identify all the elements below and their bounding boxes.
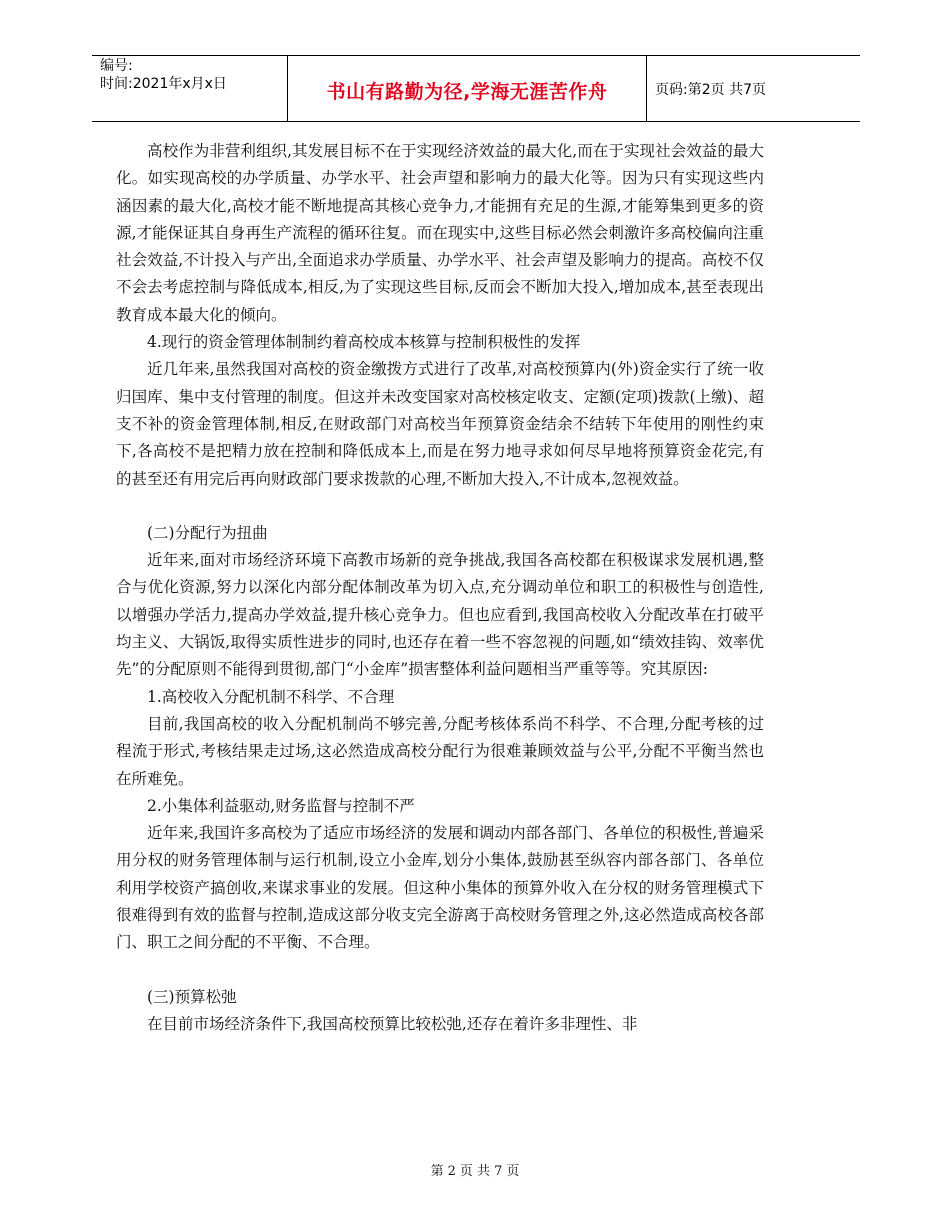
- section-heading-distribution: (二)分配行为扭曲: [147, 523, 268, 542]
- header-meta: [100, 57, 227, 93]
- page-header: [92, 55, 860, 121]
- paragraph-small-group-interest: 近年来,我国许多高校为了适应市场经济的发展和调动内部各部门、各单位的积极性,普遍采用分权的财务管理体制与运行机制,设立小金库,划分小集体,鼓励甚至纵容内部各部门、各单位利用学校资产搞创收,来谋求事业的发展。但这种小集体的预算外收入在分权的财务管理模式下很难得到有效的监督与控制,造成这部分收支完全游离于高校财务管理之外,这必然造成高校各部门、职工之间分配的不平衡、不合理。: [116, 824, 764, 952]
- document-body: [116, 138, 764, 1038]
- paragraph-distribution-mechanism: 目前,我国高校的收入分配机制尚不够完善,分配考核体系尚不科学、不合理,分配考核的过程流于形式,考核结果走过场,这必然造成高校分配行为很难兼顾效益与公平,分配不平衡当然也在所难免。: [116, 714, 764, 788]
- page-footer: [0, 1160, 950, 1179]
- section-heading-budget-slack: (三)预算松弛: [147, 987, 237, 1006]
- motto-text: 书山有路勤为径,学海无涯苦作舟: [326, 81, 608, 103]
- footer-suffix: 页: [506, 1164, 520, 1179]
- section-spacer: [116, 957, 764, 984]
- subheading-small-group-interest: 2.小集体利益驱动,财务监督与控制不严: [147, 796, 415, 815]
- paragraph-fund-management: 近几年来,虽然我国对高校的资金缴拨方式进行了改革,对高校预算内(外)资金实行了统一收归国库、集中支付管理的制度。但这并未改变国家对高校核定收支、定额(定项)拨款(上缴)、超支不补的资金管理体制,相反,在财政部门对高校当年预算资金结余不结转下年使用的刚性约束下,各高校不是把精力放在控制和降低成本上,而是在努力地寻求如何尽早地将预算资金花完,有的甚至还有用完后再向财政部门要求拨款的心理,不断加大投入,不计成本,忽视效益。: [116, 360, 764, 488]
- footer-current-page: 2: [447, 1164, 456, 1179]
- paragraph-nonprofit-goal: 高校作为非营利组织,其发展目标不在于实现经济效益的最大化,而在于实现社会效益的最大化。如实现高校的办学质量、办学水平、社会声望和影响力的最大化等。因为只有实现这些内涵因素的最大化,高校才能不断地提高其核心竞争力,才能拥有充足的生源,才能筹集到更多的资源,才能保证其自身再生产流程的循环往复。而在现实中,这些目标必然会刺激许多高校偏向注重社会效益,不计投入与产出,全面追求办学质量、办学水平、社会声望及影响力的提高。高校不仅不会去考虑控制与降低成本,相反,为了实现这些目标,反而会不断加大投入,增加成本,甚至表现出教育成本最大化的倾向。: [116, 142, 764, 324]
- number-label: 编号:: [100, 58, 133, 74]
- header-bottom-rule: [92, 121, 860, 122]
- footer-total-pages: 7: [494, 1164, 503, 1179]
- footer-prefix: 第: [430, 1164, 444, 1179]
- subheading-distribution-mechanism: 1.高校收入分配机制不科学、不合理: [147, 687, 395, 706]
- paragraph-budget-slack: 在目前市场经济条件下,我国高校预算比较松弛,还存在着许多非理性、非: [147, 1014, 638, 1033]
- section-spacer: [116, 493, 764, 520]
- footer-mid: 页 共: [459, 1164, 491, 1179]
- motto-box: [287, 55, 647, 121]
- paragraph-distribution: 近年来,面对市场经济环境下高教市场新的竞争挑战,我国各高校都在积极谋求发展机遇,整合与优化资源,努力以深化内部分配体制改革为切入点,充分调动单位和职工的积极性与创造性,以增强办学活力,提高办学效益,提升核心竞争力。但也应看到,我国高校收入分配改革在打破平均主义、大锅饭,取得实质性进步的同时,也还存在着一些不容忽视的问题,如“绩效挂钩、效率优先”的分配原则不能得到贯彻,部门“小金库”损害整体利益问题相当严重等等。究其原因:: [116, 551, 764, 679]
- subheading-fund-management: 4.现行的资金管理体制制约着高校成本核算与控制积极性的发挥: [147, 333, 581, 352]
- time-label: 时间:2021年x月x日: [100, 76, 227, 92]
- page-indicator: 页码:第2页 共7页: [655, 82, 766, 98]
